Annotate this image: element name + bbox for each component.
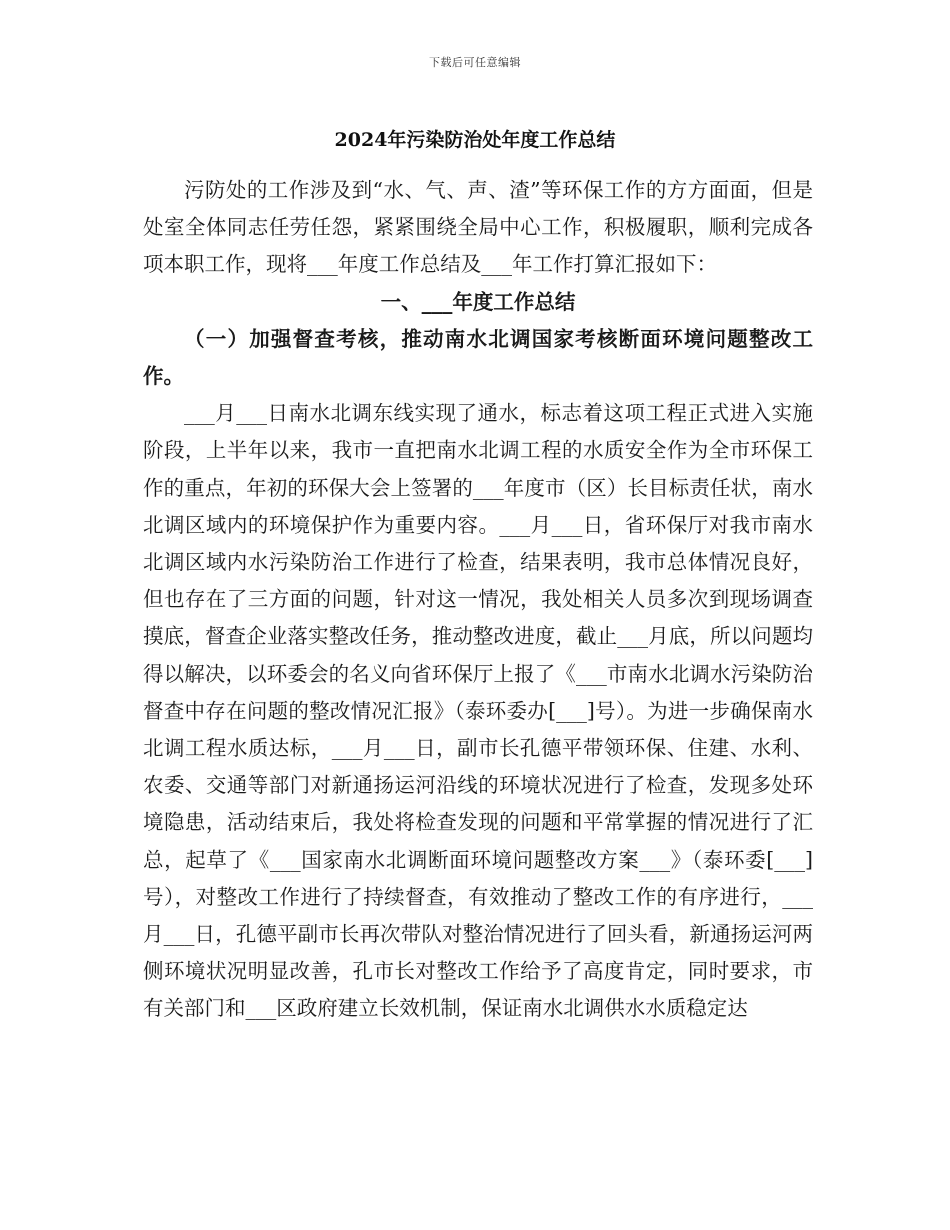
- document-body: [143, 172, 813, 1028]
- intro-paragraph: 污防处的工作涉及到“水、气、声、渣”等环保工作的方方面面，但是处室全体同志任劳任怨，紧紧围绕全局中心工作，积极履职，顺利完成各项本职工作，现将___年度工作总结及___年工作打算汇报如下：: [143, 178, 813, 277]
- subsection-heading: （一）加强督查考核，推动南水北调国家考核断面环境问题整改工作。: [143, 326, 813, 389]
- document-title: 2024年污染防治处年度工作总结: [334, 129, 616, 151]
- header-note: 下载后可任意编辑: [429, 56, 521, 69]
- body-paragraph: ___月___日南水北调东线实现了通水，标志着这项工程正式进入实施阶段，上半年以来，我市一直把南水北调工程的水质安全作为全市环保工作的重点，年初的环保大会上签署的___年度市（区）长目标责任状，南水北调区域内的环境保护作为重要内容。___月___日，省环保厅对我市南水北调区域内水污染防治工作进行了检查，结果表明，我市总体情况良好，但也存在了三方面的问题，针对这一情况，我处相关人员多次到现场调查摸底，督查企业落实整改任务，推动整改进度，截止___月底，所以问题均得以解决，以环委会的名义向省环保厅上报了《___市南水北调水污染防治督查中存在问题的整改情况汇报》（泰环委办[___]号）。为进一步确保南水北调工程水质达标，___月___日，副市长孔德平带领环保、住建、水利、农委、交通等部门对新通扬运河沿线的环境状况进行了检查，发现多处环境隐患，活动结束后，我处将检查发现的问题和平常掌握的情况进行了汇总，起草了《___国家南水北调断面环境问题整改方案___》（泰环委[___]号），对整改工作进行了持续督查，有效推动了整改工作的有序进行，___月___日，孔德平副市长再次带队对整治情况进行了回头看，新通扬运河两侧环境状况明显改善，孔市长对整改工作给予了高度肯定，同时要求，市有关部门和___区政府建立长效机制，保证南水北调供水水质稳定达: [143, 401, 813, 1021]
- section-heading: 一、___年度工作总结: [380, 289, 576, 314]
